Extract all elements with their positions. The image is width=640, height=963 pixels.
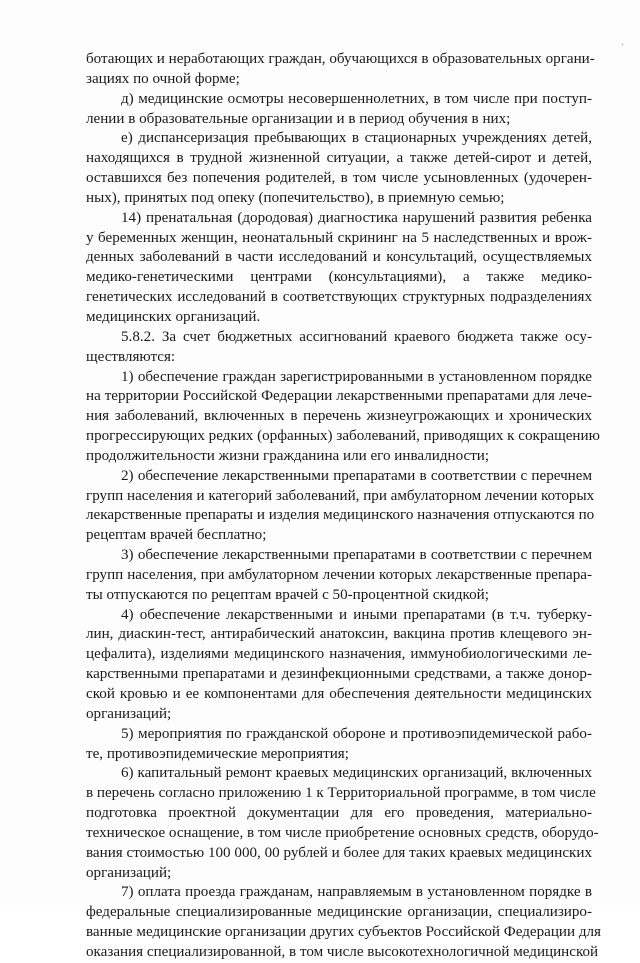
text-line: зациях по очной форме; (86, 70, 240, 87)
text-line: лекарственные препараты и изделия медицинского назначения отпускаются по (86, 507, 595, 524)
text-line: ской кровью и ее компонентами для обеспечения деятельности медицинских (86, 686, 592, 702)
text-line: организаций; (86, 705, 172, 722)
text-line: в перечень согласно приложению 1 к Территориальной программе, в том числе (86, 785, 596, 802)
text-line: генетических исследований в соответствующих структурных подразделениях (86, 289, 592, 306)
text-line: оказания специализированной, в том числе высокотехнологичной медицинской (86, 943, 599, 960)
text-line: ванные медицинские организации других субъектов Российской Федерации для (86, 924, 601, 941)
text-line: подготовка проектной документации для его проведения, материально- (86, 805, 592, 822)
document-body (86, 50, 601, 963)
text-line: 7) оплата проезда гражданам, направляемым в установленном порядке в (121, 884, 592, 901)
scan-mark: ˊ (620, 44, 625, 54)
text-line: оставшихся без попечения родителей, в том числе усыновленных (удочерен- (86, 170, 592, 187)
text-line: цефалита), изделиями медицинского назначения, иммунобиологическими ле- (86, 646, 592, 663)
text-line: ния заболеваний, включенных в перечень жизнеугрожающих и хронических (86, 408, 592, 425)
text-line: 14) пренатальная (дородовая) диагностика нарушений развития ребенка (121, 209, 592, 226)
text-line: ных), принятых под опеку (попечительство), в приемную семью; (86, 189, 505, 206)
text-line: групп населения и категорий заболеваний, при амбулаторном лечении которых (86, 487, 595, 504)
text-line: федеральные специализированные медицинские организации, специализиро- (86, 904, 592, 921)
text-line: прогрессирующих редких (орфанных) заболеваний, приводящих к сокращению (86, 428, 600, 445)
text-line: 1) обеспечение граждан зарегистрированными в установленном порядке (121, 368, 592, 385)
text-line: 2) обеспечение лекарственными препаратами в соответствии с перечнем (121, 467, 592, 484)
text-line: лин, диаскин-тест, антирабический анатоксин, вакцина против клещевого эн- (86, 626, 592, 643)
text-line: ществляются: (86, 348, 176, 365)
text-line: медико-генетическими центрами (консультациями), а также медико- (86, 269, 592, 286)
text-line: 6) капитальный ремонт краевых медицинских организаций, включенных (121, 765, 592, 782)
text-line: организаций; (86, 864, 172, 881)
text-line: 5.8.2. За счет бюджетных ассигнований краевого бюджета также осу- (121, 328, 592, 345)
text-line: денных заболеваний в части исследований и консультаций, осуществляемых (86, 249, 592, 266)
text-line: 3) обеспечение лекарственными препаратами в соответствии с перечнем (121, 547, 592, 564)
text-line: 5) мероприятия по гражданской обороне и противоэпидемической рабо- (121, 725, 592, 742)
text-line: групп населения, при амбулаторном лечении которых лекарственные препара- (86, 566, 592, 583)
text-line: у беременных женщин, неонатальный скрининг на 5 наследственных и врож- (86, 229, 592, 246)
text-line: те, противоэпидемические мероприятия; (86, 745, 349, 762)
text-line: д) медицинские осмотры несовершеннолетних, в том числе при поступ- (121, 90, 592, 107)
text-line: рецептам врачей бесплатно; (86, 527, 267, 544)
text-line: ты отпускаются по рецептам врачей с 50-процентной скидкой; (86, 586, 489, 603)
text-line: на территории Российской Федерации лекарственными препаратами для лече- (86, 388, 592, 405)
text-line: продолжительности жизни гражданина или его инвалидности; (86, 447, 490, 464)
text-line: вания стоимостью 100 000, 00 рублей и более для таких краевых медицинских (86, 844, 592, 861)
text-line: 4) обеспечение лекарственными и иными препаратами (в т.ч. туберку- (121, 606, 592, 623)
text-line: лении в образовательные организации и в период обучения в них; (86, 110, 511, 127)
text-line: медицинских организаций. (86, 308, 261, 325)
text-line: е) диспансеризация пребывающих в стационарных учреждениях детей, (121, 130, 592, 147)
text-line: техническое оснащение, в том числе приобретение основных средств, оборудо- (86, 824, 599, 841)
text-line: находящихся в трудной жизненной ситуации, а также детей-сирот и детей, (86, 150, 592, 167)
text-line: карственными препаратами и дезинфекционными средствами, а также донор- (86, 666, 592, 683)
text-line: ботающих и неработающих граждан, обучающихся в образовательных органи- (86, 51, 595, 67)
